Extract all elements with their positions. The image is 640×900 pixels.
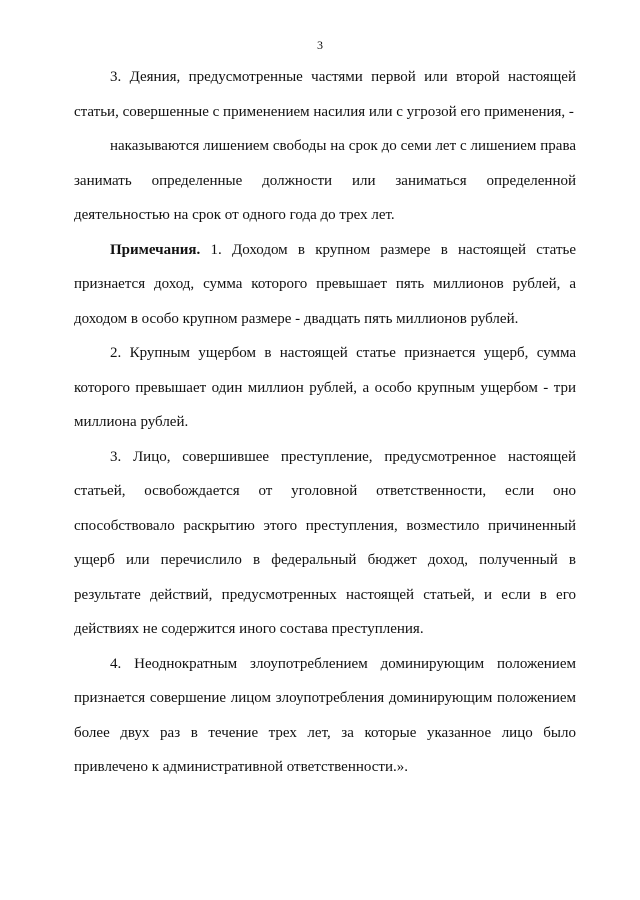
paragraph-note-1: [74, 233, 576, 337]
paragraph-text: 2. Крупным ущербом в настоящей статье признается ущерб, сумма которого превышает один миллион рублей, а особо крупным ущербом - три миллиона рублей.: [74, 345, 576, 430]
paragraph-punishment: [74, 129, 576, 233]
paragraph-text: 3. Лицо, совершившее преступление, предусмотренное настоящей статьей, освобождается от уголовной ответственности, если оно способствовало раскрытию этого преступления, возместило причиненный ущерб или перечислило в федеральный бюджет доход, полученный в результате действий, предусмотренных настоящей статьей, и если в его действиях не содержится иного состава преступления.: [74, 448, 576, 637]
paragraph-note-4: [74, 647, 576, 785]
paragraph-text: 4. Неоднократным злоупотреблением доминирующим положением признается совершение лицом злоупотребления доминирующим положением более двух раз в течение трех лет, за которые указанное лицо было привлечено к административной ответственности.».: [74, 655, 576, 775]
paragraph-note-3: [74, 440, 576, 647]
page-number: 3: [317, 38, 323, 52]
document-body: [74, 60, 576, 785]
paragraph-text: 1. Доходом в крупном размере в настоящей статье признается доход, сумма которого превышает пять миллионов рублей, а доходом в особо крупном размере - двадцать пять миллионов рублей.: [74, 241, 576, 327]
paragraph-text: наказываются лишением свободы на срок до семи лет с лишением права занимать определенные должности или заниматься определенной деятельностью на срок от одного года до трех лет.: [74, 138, 576, 223]
paragraph-part-3: [74, 60, 576, 129]
paragraph-text: 3. Деяния, предусмотренные частями первой или второй настоящей статьи, совершенные с применением насилия или с угрозой его применения, -: [74, 69, 576, 120]
paragraph-note-2: [74, 336, 576, 440]
notes-heading: Примечания.: [110, 241, 201, 258]
